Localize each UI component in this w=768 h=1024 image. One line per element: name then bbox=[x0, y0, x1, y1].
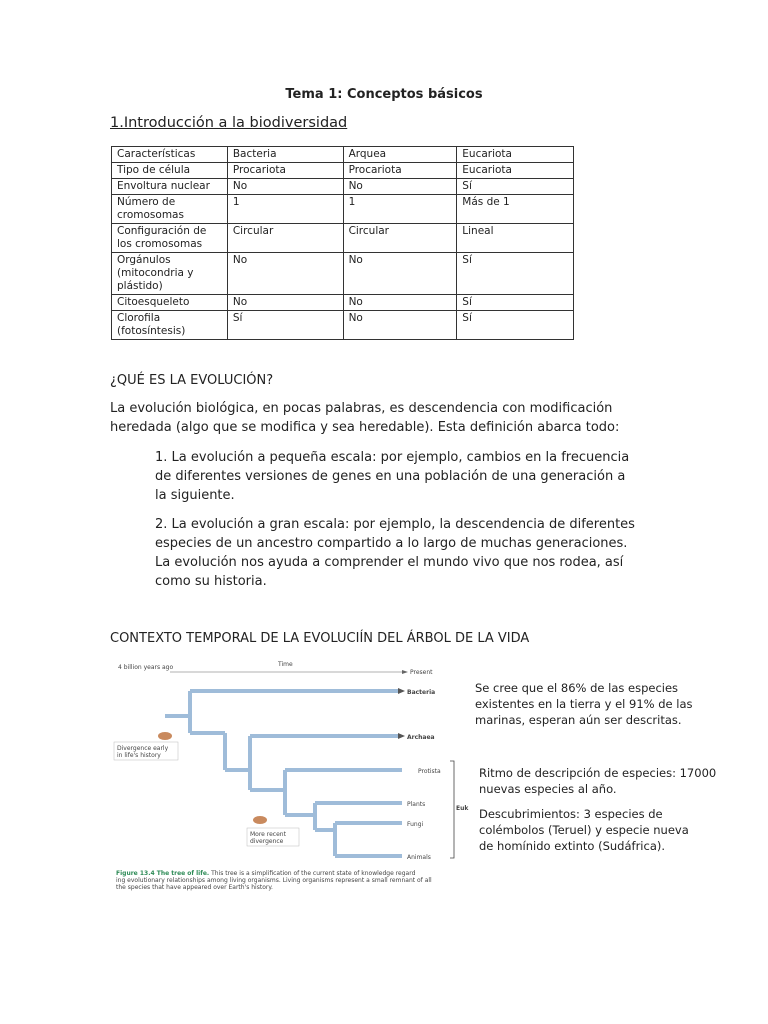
archaea-arrow bbox=[398, 733, 405, 739]
table-header-row bbox=[112, 147, 574, 163]
bacteria-arrow bbox=[398, 688, 405, 694]
page-title: Tema 1: Conceptos básicos bbox=[285, 87, 483, 102]
table-cell: Tipo de célula bbox=[112, 163, 228, 179]
table-cell: Envoltura nuclear bbox=[112, 179, 228, 195]
table-cell: Número de cromosomas bbox=[112, 195, 228, 224]
table-cell: No bbox=[343, 253, 457, 295]
table-cell: No bbox=[227, 295, 343, 311]
leaf-archaea: Archaea bbox=[407, 734, 435, 741]
leaf-bacteria: Bacteria bbox=[407, 689, 436, 696]
table-cell: Circular bbox=[227, 224, 343, 253]
table-cell: Sí bbox=[227, 311, 343, 340]
table-row bbox=[112, 163, 574, 179]
table-cell: 1 bbox=[227, 195, 343, 224]
evolution-definition: La evolución biológica, en pocas palabras, es descendencia con modificación heredada (algo que se modifica y sea heredable). Esta definición abarca todo: bbox=[110, 401, 620, 435]
table-cell: Sí bbox=[457, 295, 574, 311]
callout-early-line1: Divergence early bbox=[117, 745, 169, 752]
table-cell: No bbox=[227, 179, 343, 195]
table-cell: No bbox=[343, 311, 457, 340]
callout-recent-line2: divergence bbox=[250, 838, 284, 845]
table-row bbox=[112, 224, 574, 253]
leaf-plants: Plants bbox=[407, 801, 426, 808]
table-cell: Lineal bbox=[457, 224, 574, 253]
table-cell: Procariota bbox=[343, 163, 457, 179]
table-cell: Bacteria bbox=[227, 147, 343, 163]
table-cell: Citoesqueleto bbox=[112, 295, 228, 311]
table-cell: Arquea bbox=[343, 147, 457, 163]
table-cell: Eucariota bbox=[457, 163, 574, 179]
table-cell: Circular bbox=[343, 224, 457, 253]
leaf-fungi: Fungi bbox=[407, 821, 424, 828]
pointing-hand-icon-1 bbox=[158, 732, 172, 740]
table-cell: Sí bbox=[457, 179, 574, 195]
section-heading-biodiversity: 1.Introducción a la biodiversidad bbox=[110, 115, 348, 131]
table-cell: 1 bbox=[343, 195, 457, 224]
callout-recent-line1: More recent bbox=[250, 831, 286, 838]
evolution-heading: ¿QUÉ ES LA EVOLUCIÓN? bbox=[110, 373, 274, 388]
side-note-description-rate: Ritmo de descripción de especies: 17000 nuevas especies al año. bbox=[479, 766, 717, 796]
eukarya-bracket bbox=[450, 761, 454, 858]
side-note-discoveries: Descubrimientos: 3 especies de colémbolos (Teruel) y especie nueva de homínido extinto (Sudáfrica). bbox=[479, 807, 689, 853]
table-cell: Clorofila (fotosíntesis) bbox=[112, 311, 228, 340]
table-cell: Eucariota bbox=[457, 147, 574, 163]
table-cell: No bbox=[343, 295, 457, 311]
leaf-protista: Protista bbox=[418, 768, 441, 775]
tree-of-life-figure bbox=[110, 658, 470, 898]
list-item-small-scale: 1. La evolución a pequeña escala: por ejemplo, cambios en la frecuencia de diferentes versiones de genes en una población de una generación a la siguiente. bbox=[155, 450, 630, 503]
time-arrow-head bbox=[402, 670, 408, 674]
callout-early-line2: in life's history bbox=[117, 752, 161, 759]
figure-caption-line3: the species that have appeared over Earth's history. bbox=[116, 884, 273, 891]
list-item-large-scale: 2. La evolución a gran escala: por ejemplo, la descendencia de diferentes especies de un ancestro compartido a lo largo de muchas generaciones. La evolución nos ayuda a comprender el mundo vivo que nos rodea, así como su historia. bbox=[155, 517, 635, 589]
table-row bbox=[112, 195, 574, 224]
figure-time-end: Present bbox=[410, 669, 433, 676]
table-cell: No bbox=[227, 253, 343, 295]
table-cell: Procariota bbox=[227, 163, 343, 179]
table-row bbox=[112, 311, 574, 340]
figure-time-label: Time bbox=[278, 661, 293, 668]
table-cell: Configuración de los cromosomas bbox=[112, 224, 228, 253]
table-cell: Orgánulos (mitocondria y plástido) bbox=[112, 253, 228, 295]
table-row bbox=[112, 295, 574, 311]
context-heading: CONTEXTO TEMPORAL DE LA EVOLUCIÍN DEL ÁRBOL DE LA VIDA bbox=[110, 631, 530, 646]
table-cell: Características bbox=[112, 147, 228, 163]
table-cell: Sí bbox=[457, 311, 574, 340]
figure-caption-line2: ing evolutionary relationships among living organisms. Living organisms represent a small remnant of all bbox=[116, 877, 432, 884]
leaf-animals: Animals bbox=[407, 854, 431, 861]
table-cell: Más de 1 bbox=[457, 195, 574, 224]
euk-label: Euk bbox=[456, 805, 469, 812]
figure-time-start: 4 billion years ago bbox=[118, 664, 174, 671]
table-row bbox=[112, 253, 574, 295]
comparison-table bbox=[111, 146, 574, 340]
pointing-hand-icon-2 bbox=[253, 816, 267, 824]
table-row bbox=[112, 179, 574, 195]
side-note-undescribed-species: Se cree que el 86% de las especies existentes en la tierra y el 91% de las marinas, esperan aún ser descritas. bbox=[475, 681, 693, 727]
figure-caption-line1: Figure 13.4 The tree of life. This tree is a simplification of the current state of knowledge regard bbox=[116, 870, 416, 877]
table-cell: No bbox=[343, 179, 457, 195]
table-cell: Sí bbox=[457, 253, 574, 295]
